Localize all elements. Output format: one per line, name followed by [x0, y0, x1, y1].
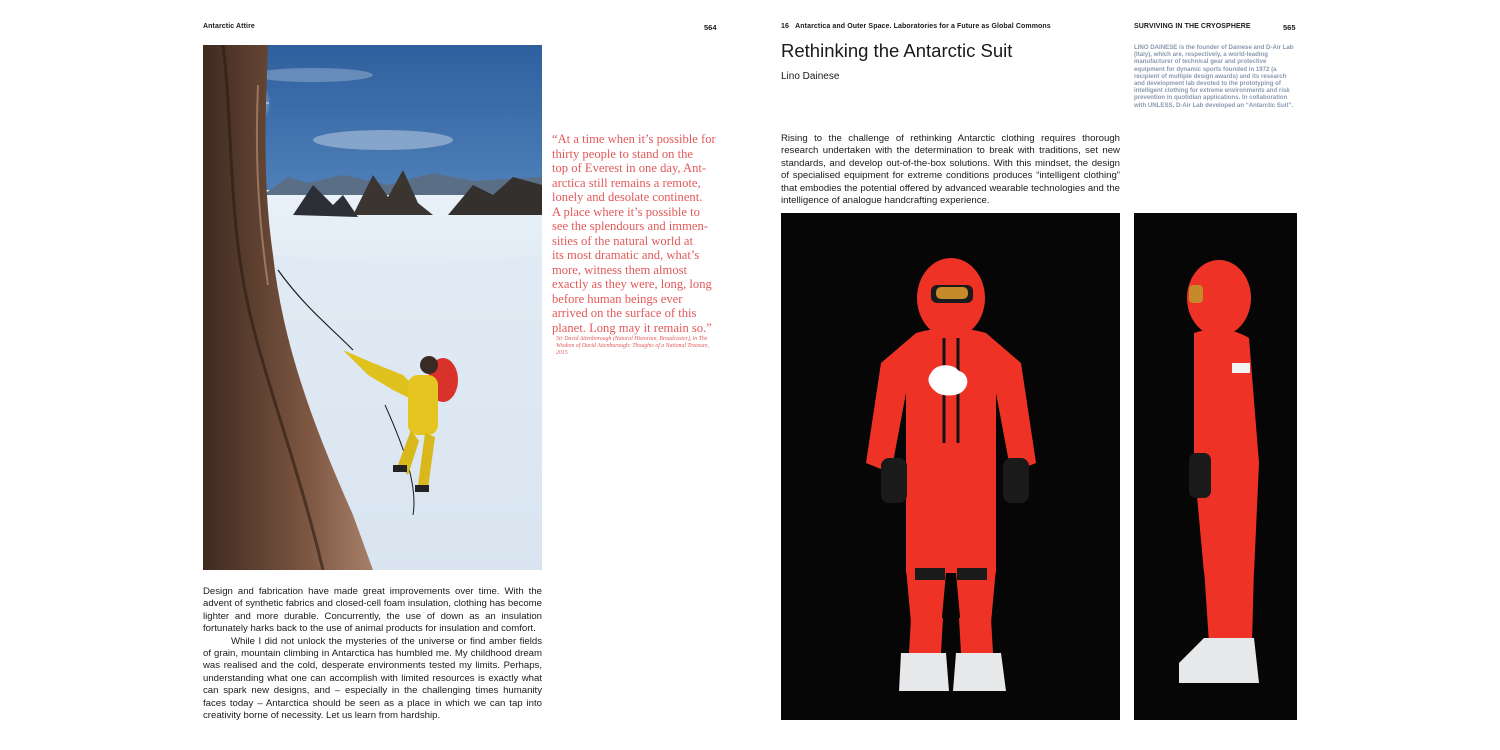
chapter-running-head — [781, 23, 1051, 30]
quote-line: its most dramatic and, what’s — [552, 248, 700, 262]
suit-side-photo — [1134, 213, 1297, 720]
quote-line: “At a time when it’s possible for — [552, 132, 716, 146]
climber-photo — [203, 45, 542, 570]
quote-line: A place where it’s possible to — [552, 204, 700, 219]
climber-photo-illustration — [203, 45, 542, 570]
quote-line: more, witness them almost — [552, 262, 688, 277]
quote-line: lonely and desolate continent. — [552, 190, 703, 204]
suit-badge — [1232, 363, 1250, 373]
article-intro — [781, 133, 1120, 207]
quote-line: arrived on the surface of this — [552, 306, 697, 320]
left-body-text — [203, 586, 542, 722]
intro-paragraph: Rising to the challenge of rethinking Antarctic clothing requires thorough research undertaken with the determination to break with traditions, set new standards, and develop out-of-the-box solutions. With this mindset, the design of specialised equipment for extreme conditions produces “intelligent clothing” that embodies the potential offered by advanced wearable technologies and the intelligence of analogue handcrafting experience. — [781, 133, 1120, 207]
body-paragraph: While I did not unlock the mysteries of the universe or find amber fields of grain, mountain climbing in Antarctica has humbled me. My childhood dream was realised and the cold, desperate environments tested my limits. Perhaps, understanding what one can accomplish with limited resources is exactly what can spark new designs, and – especially in the challenging times humanity faces today – Antarctica should be seen as a place in which we can tap into creativity borne of necessity. Let us learn from hardship. — [203, 635, 542, 722]
citation-year: , 2015 — [556, 343, 710, 356]
quote-line: arctica still remains a remote, — [552, 175, 701, 190]
article-author: Lino Dainese — [781, 71, 840, 82]
author-bio: LINO DAINESE is the founder of Dainese and D-Air Lab (Italy), which are, respectively, a world-leading manufacturer of technical gear and protective equipment for dynamic sports founded in 1972 (a recipient of multiple design awards) and its research and development lab devoted to the prototyping of intelligent clothing for extreme environments and risk prevention in quotidian applications. In collaboration with UNLESS, D-Air Lab developed an “Antarctic Suit”. — [1134, 44, 1294, 109]
quote-line: exactly as they were, long, long — [552, 277, 712, 291]
suit-front-illustration — [781, 213, 1120, 720]
body-paragraph: Design and fabrication have made great improvements over time. With the advent of synthetic fabrics and closed-cell foam insulation, clothing has become lighter and more durable. Concurrently, the use of down as an insulation fortunately harks back to the use of animal products for insulation and comfort. — [203, 586, 542, 635]
quote-line: see the splendours and immen- — [552, 219, 708, 233]
left-page-number: 564 — [704, 23, 717, 32]
quote-line: before human beings ever — [552, 291, 683, 306]
right-page-number: 565 — [1283, 23, 1296, 32]
article-title: Rethinking the Antarctic Suit — [781, 40, 1013, 61]
chapter-number: 16 — [781, 23, 789, 30]
quote-line: sities of the natural world at — [552, 233, 693, 248]
citation-book-title: The Wisdom of David Attenborough: Thoughts of a National Treasure — [556, 336, 708, 349]
quote-line: thirty people to stand on the — [552, 146, 693, 161]
pull-quote — [552, 132, 732, 335]
chapter-title: Antarctica and Outer Space. Laboratories for a Future as Global Commons — [795, 23, 1051, 30]
left-running-head: Antarctic Attire — [203, 23, 255, 30]
quote-line: planet. Long may it remain so.” — [552, 320, 712, 335]
quote-line: top of Everest in one day, Ant- — [552, 161, 707, 175]
article-header — [781, 40, 1111, 62]
suit-side-illustration — [1134, 213, 1297, 720]
citation-source: Sir David Attenborough (Natural Historian, Broadcaster), in — [556, 336, 699, 342]
quote-citation — [556, 336, 716, 357]
suit-front-photo — [781, 213, 1120, 720]
section-running-head: SURVIVING IN THE CRYOSPHERE — [1134, 23, 1251, 30]
